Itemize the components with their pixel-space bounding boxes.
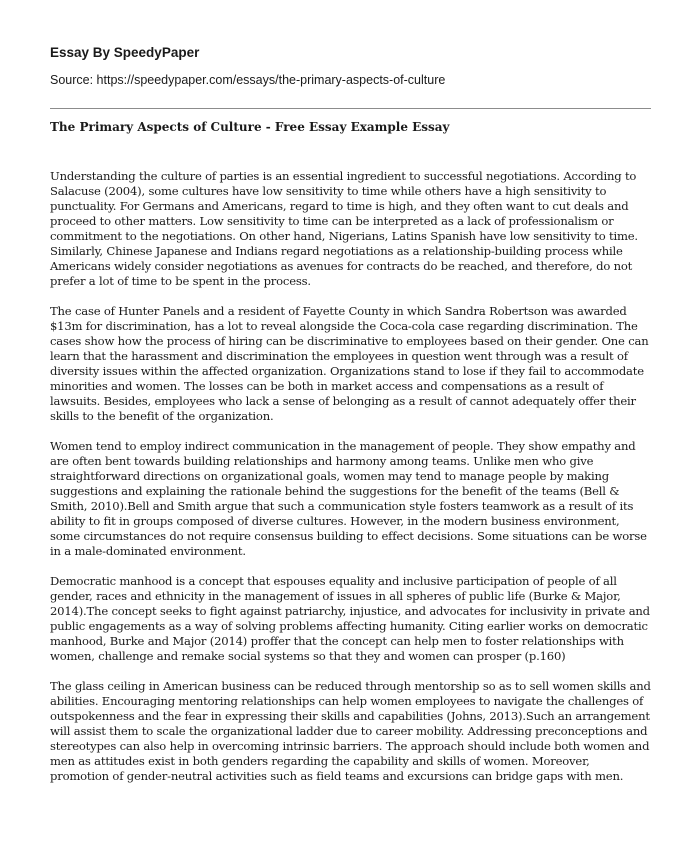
- essay-body: [50, 169, 651, 799]
- essay-paragraph: Democratic manhood is a concept that espouses equality and inclusive participation of people of all gender, races and ethnicity in the management of issues in all spheres of public life (Burke & Major, 2014).The concept seeks to fight against patriarchy, injustice, and advocates for inclusivity in private and public engagements as a way of solving problems affecting humanity. Citing earlier works on democratic manhood, Burke and Major (2014) proffer that the concept can help men to foster relationships with women, challenge and remake social systems so that they and women can prosper (p.160): [50, 574, 650, 663]
- brand-heading: Essay By SpeedyPaper: [50, 45, 200, 60]
- essay-title: The Primary Aspects of Culture - Free Essay Example Essay: [50, 120, 450, 134]
- essay-paragraph: The case of Hunter Panels and a resident of Fayette County in which Sandra Robertson was awarded $13m for discrimination, has a lot to reveal alongside the Coca-cola case regarding discrimination. The cases show how the process of hiring can be discriminative to employees based on their gender. One can learn that the harassment and discrimination the employees in question went through was a result of diversity issues within the affected organization. Organizations stand to lose if they fail to accommodate minorities and women. The losses can be both in market access and compensations as a result of lawsuits. Besides, employees who lack a sense of belonging as a result of cannot adequately offer their skills to the benefit of the organization.: [50, 304, 649, 423]
- essay-paragraph: The glass ceiling in American business can be reduced through mentorship so as to sell women skills and abilities. Encouraging mentoring relationships can help women employees to navigate the challenges of outspokenness and the fear in expressing their skills and capabilities (Johns, 2013).Such an arrangement will assist them to scale the organizational ladder due to career mobility. Addressing preconceptions and stereotypes can also help in overcoming intrinsic barriers. The approach should include both women and men as attitudes exist in both genders regarding the capability and skills of women. Moreover, promotion of gender-neutral activities such as field teams and excursions can bridge gaps with men.: [50, 679, 651, 783]
- source-line: Source: https://speedypaper.com/essays/the-primary-aspects-of-culture: [50, 73, 446, 87]
- header-divider: [50, 108, 651, 109]
- essay-paragraph: Women tend to employ indirect communication in the management of people. They show empathy and are often bent towards building relationships and harmony among teams. Unlike men who give straightforward directions on organizational goals, women may tend to manage people by making suggestions and explaining the rationale behind the suggestions for the benefit of the teams (Bell & Smith, 2010).Bell and Smith argue that such a communication style fosters teamwork as a result of its ability to fit in groups composed of diverse cultures. However, in the modern business environment, some circumstances do not require consensus building to effect decisions. Some situations can be worse in a male-dominated environment.: [50, 439, 647, 558]
- essay-paragraph: Understanding the culture of parties is an essential ingredient to successful negotiations. According to Salacuse (2004), some cultures have low sensitivity to time while others have a high sensitivity to punctuality. For Germans and Americans, regard to time is high, and they often want to cut deals and proceed to other matters. Low sensitivity to time can be interpreted as a lack of professionalism or commitment to the negotiations. On other hand, Nigerians, Latins Spanish have low sensitivity to time. Similarly, Chinese Japanese and Indians regard negotiations as a relationship-building process while Americans widely consider negotiations as avenues for contracts do be reached, and therefore, do not prefer a lot of time to be spent in the process.: [50, 169, 638, 288]
